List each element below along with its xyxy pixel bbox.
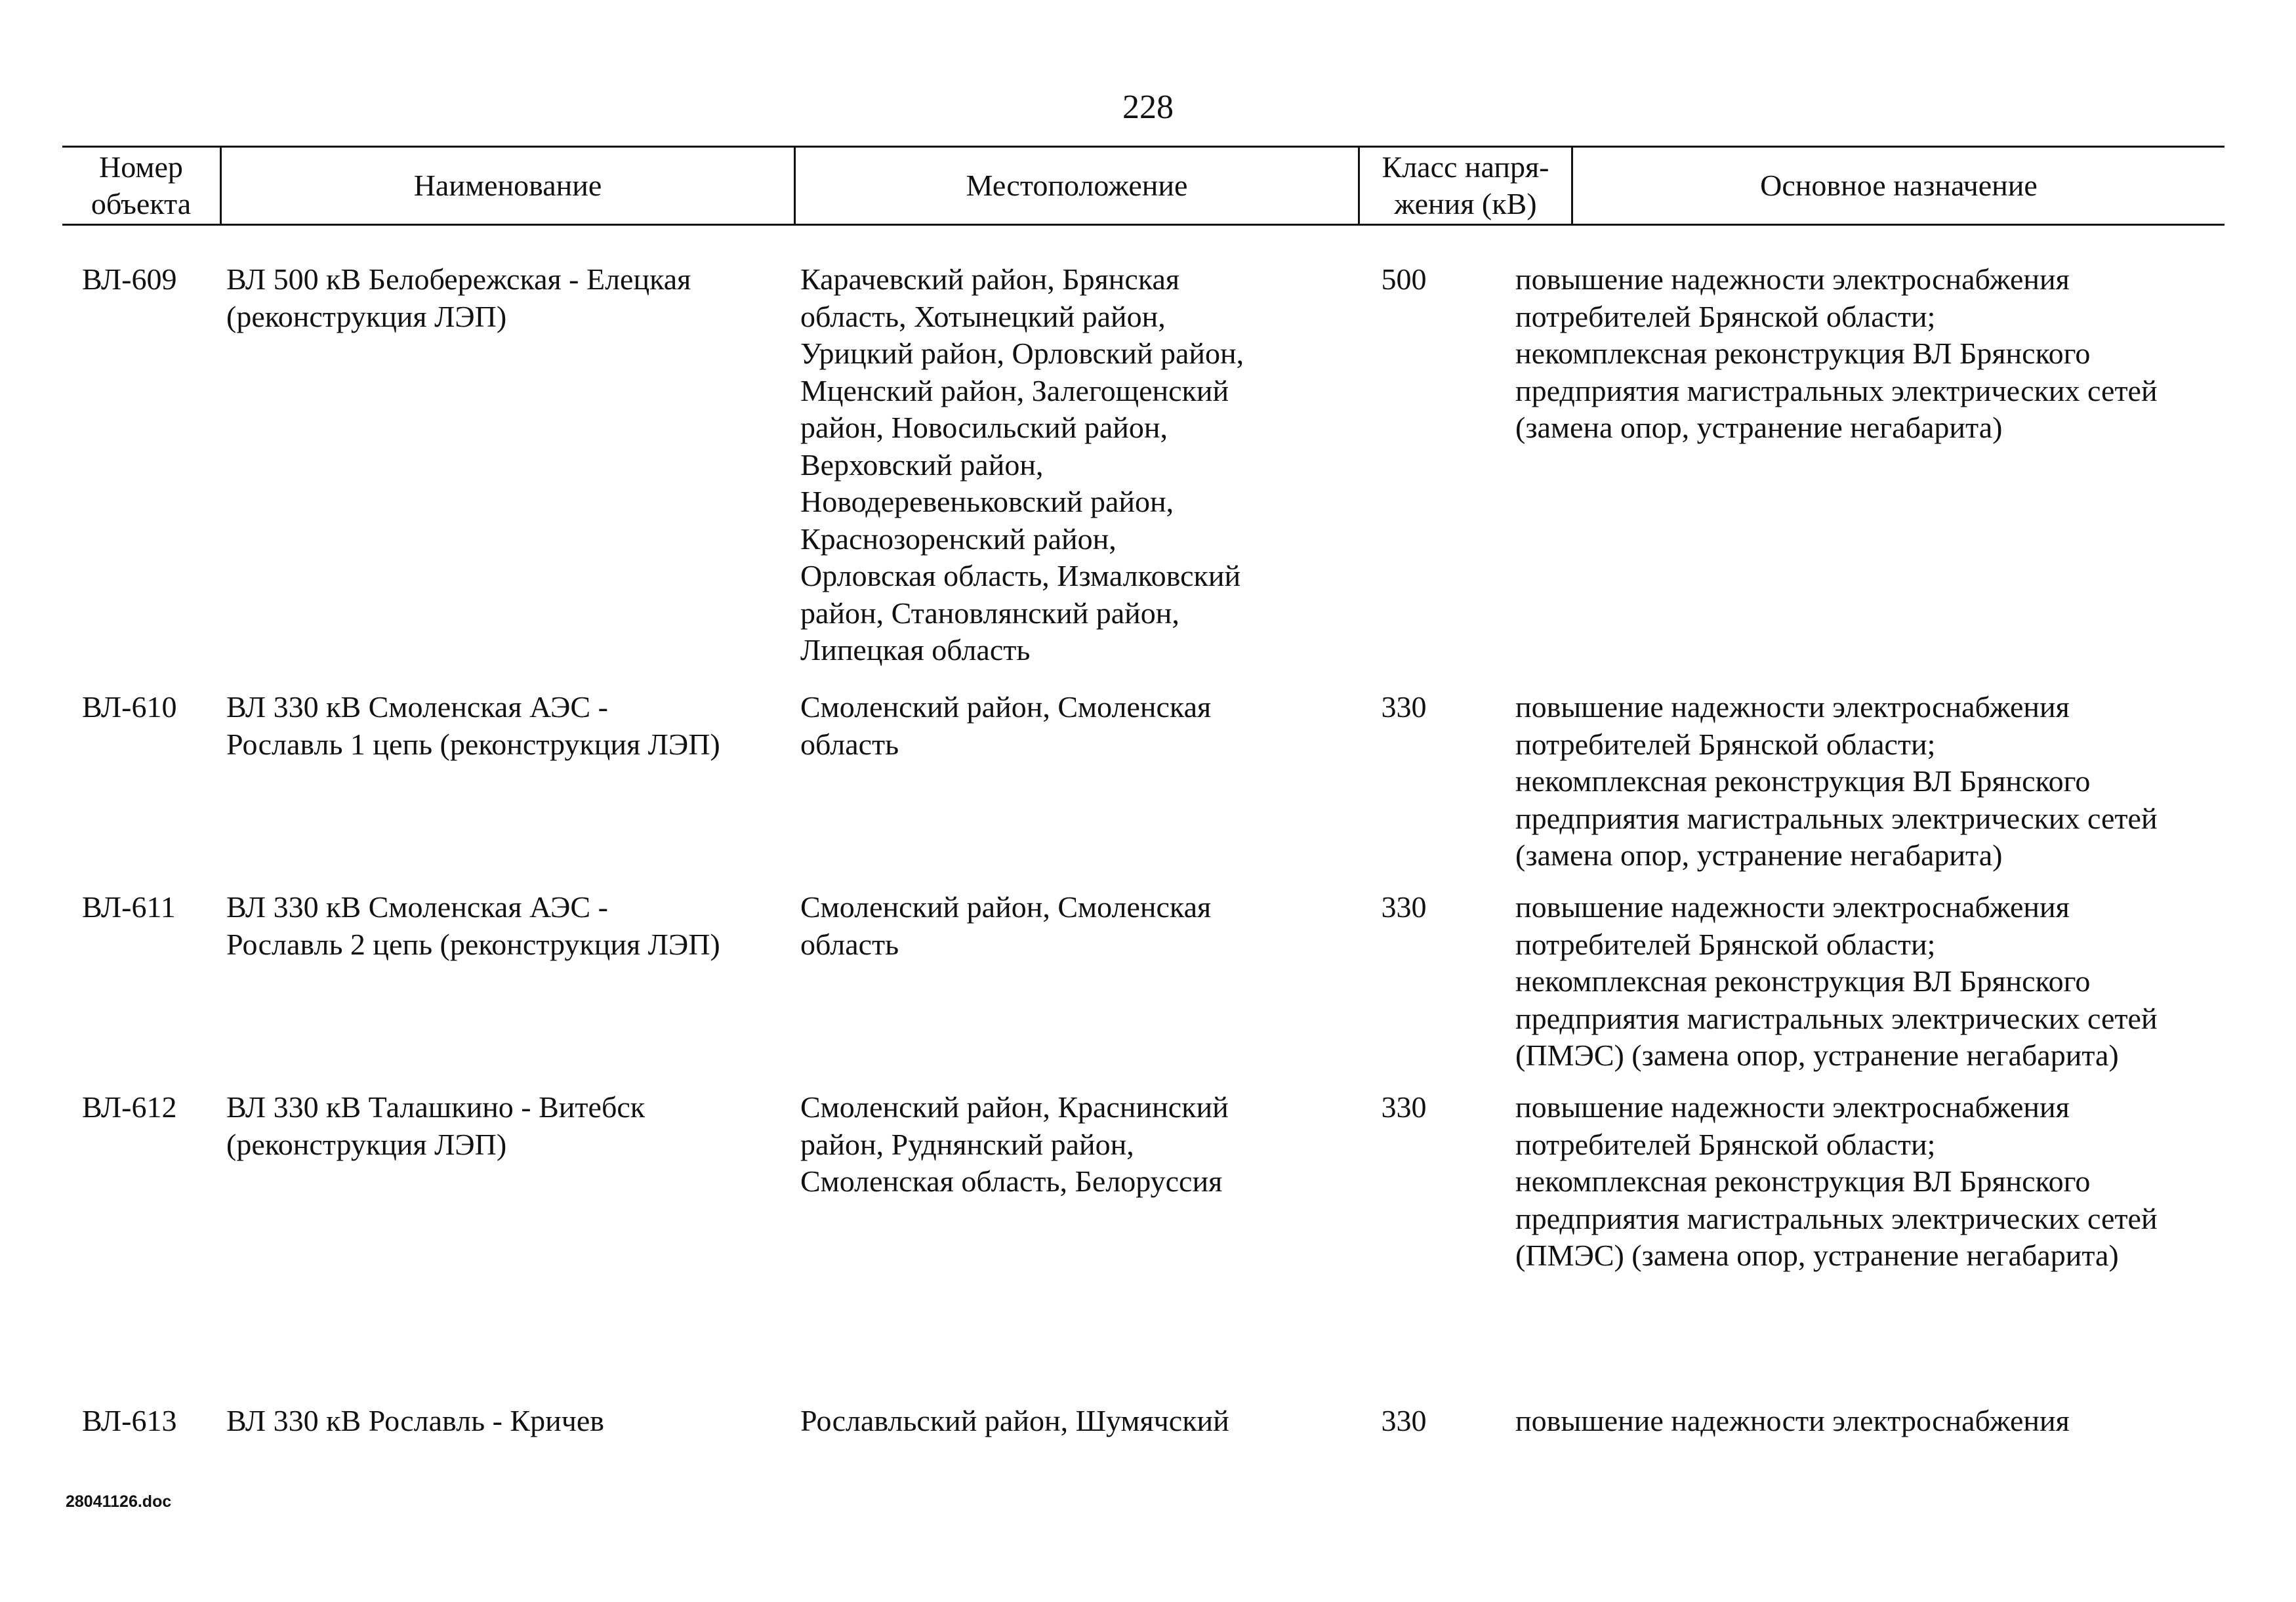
page-number: 228 [1122, 89, 1174, 126]
object-voltage: 330 [1381, 1404, 1427, 1437]
object-location: Смоленский район, Смоленская область [800, 890, 1212, 961]
table-header [62, 146, 2224, 226]
object-purpose: повышение надежности электроснабжения потребителей Брянской области; некомплексная реконструкция ВЛ Брянского предприятия магистральных электрических сетей (ПМЭС) (замена опор, устранение негабарита) [1515, 890, 2158, 1072]
header-location-label: Местоположение [966, 169, 1188, 202]
object-name: ВЛ 330 кВ Рославль - Кричев [226, 1404, 604, 1437]
header-name-label: Наименование [413, 169, 602, 202]
header-voltage-class-label: Класс напря- жения (кВ) [1382, 150, 1549, 220]
document-filename: 28041126.doc [66, 1492, 172, 1511]
object-voltage: 330 [1381, 890, 1427, 924]
object-voltage: 330 [1381, 1090, 1427, 1124]
object-number: ВЛ-612 [82, 1090, 177, 1124]
object-location: Смоленский район, Смоленская область [800, 690, 1212, 761]
object-location: Рославльский район, Шумячский [800, 1404, 1229, 1437]
header-purpose-label: Основное назначение [1760, 169, 2038, 202]
object-name: ВЛ 330 кВ Смоленская АЭС - Рославль 1 цепь (реконструкция ЛЭП) [226, 690, 720, 761]
object-location: Карачевский район, Брянская область, Хотынецкий район, Урицкий район, Орловский район, Мценский район, Залегощенский район, Новосильский район, Верховский район, Новодеревеньковский район, Краснозоренский район, Орловская область, Измалковский район, Становлянский район, Липецкая область [800, 262, 1244, 667]
object-location: Смоленский район, Краснинский район, Руднянский район, Смоленская область, Белоруссия [800, 1090, 1229, 1198]
object-purpose: повышение надежности электроснабжения потребителей Брянской области; некомплексная реконструкция ВЛ Брянского предприятия магистральных электрических сетей (замена опор, устранение негабарита) [1515, 262, 2158, 444]
object-purpose: повышение надежности электроснабжения потребителей Брянской области; некомплексная реконструкция ВЛ Брянского предприятия магистральных электрических сетей (замена опор, устранение негабарита) [1515, 690, 2158, 872]
object-number: ВЛ-609 [82, 262, 177, 296]
object-name: ВЛ 500 кВ Белобережская - Елецкая (реконструкция ЛЭП) [226, 262, 691, 333]
header-voltage-class [1358, 148, 1571, 224]
header-name [220, 148, 794, 224]
object-voltage: 330 [1381, 690, 1427, 724]
object-name: ВЛ 330 кВ Смоленская АЭС - Рославль 2 цепь (реконструкция ЛЭП) [226, 890, 720, 961]
object-purpose: повышение надежности электроснабжения потребителей Брянской области; некомплексная реконструкция ВЛ Брянского предприятия магистральных электрических сетей (ПМЭС) (замена опор, устранение негабарита) [1515, 1090, 2158, 1272]
object-number: ВЛ-613 [82, 1404, 177, 1437]
object-name: ВЛ 330 кВ Талашкино - Витебск (реконструкция ЛЭП) [226, 1090, 646, 1161]
object-number: ВЛ-611 [82, 890, 176, 924]
object-voltage: 500 [1381, 262, 1427, 296]
object-purpose: повышение надежности электроснабжения [1515, 1404, 2070, 1437]
header-object-number-label: Номер объекта [91, 150, 192, 220]
header-location [794, 148, 1358, 224]
header-purpose [1571, 148, 2224, 224]
header-object-number [62, 148, 220, 224]
object-number: ВЛ-610 [82, 690, 177, 724]
